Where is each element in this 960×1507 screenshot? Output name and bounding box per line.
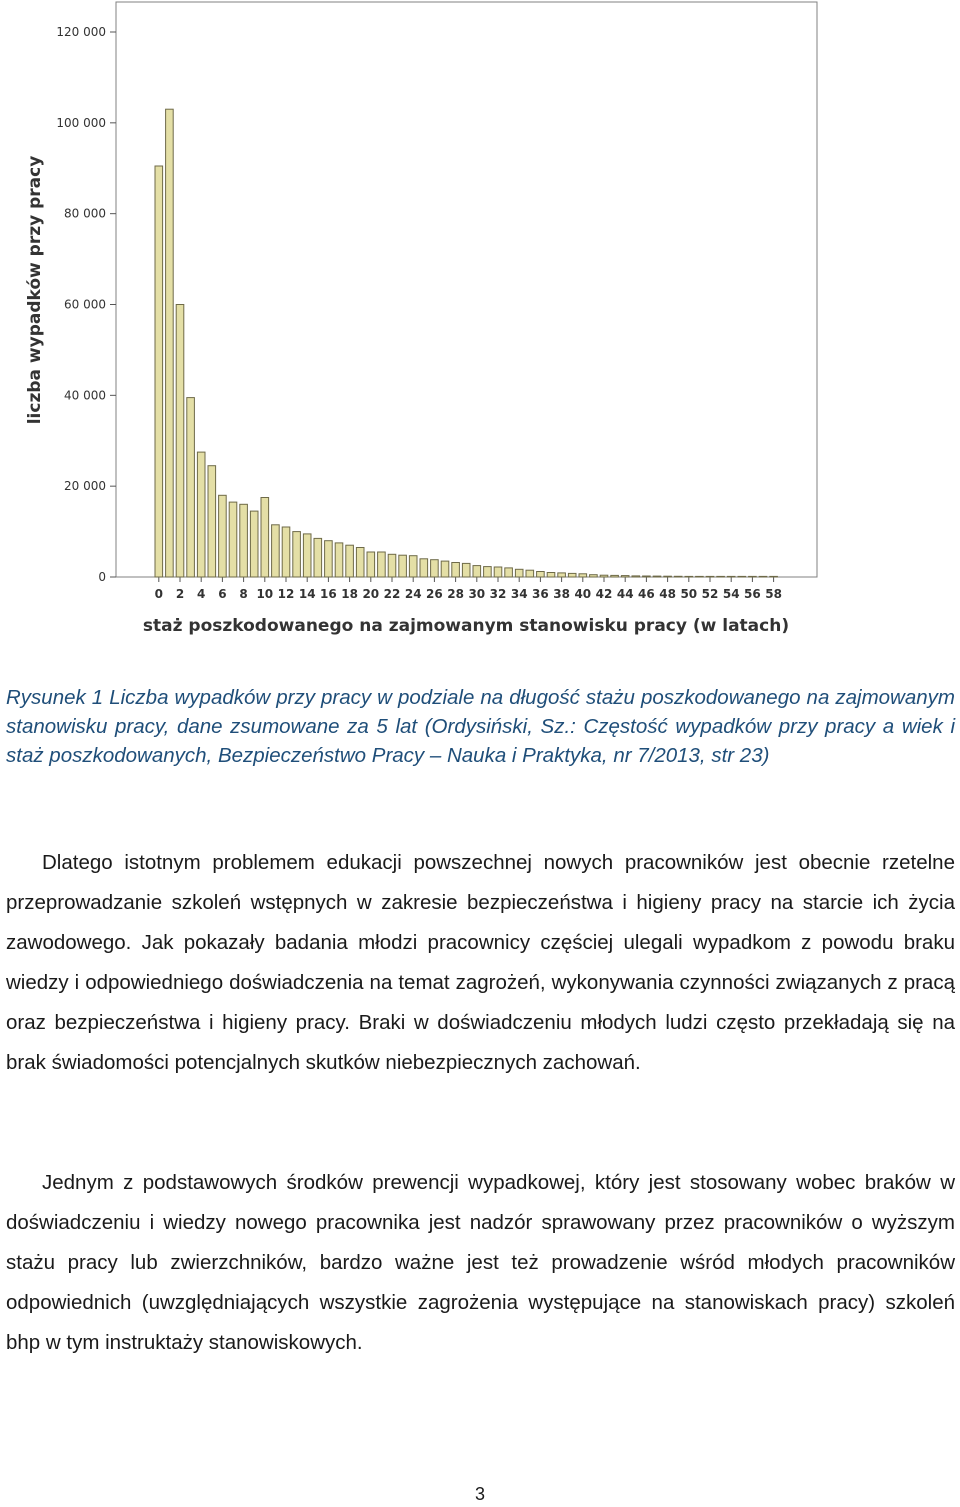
x-tick-label: 0 [154, 587, 163, 601]
bar [473, 566, 481, 577]
bar [696, 576, 704, 577]
page-number: 3 [474, 1484, 485, 1504]
x-tick-label: 14 [298, 587, 316, 601]
x-tick-label: 50 [680, 587, 698, 601]
x-axis [155, 577, 782, 601]
bar [420, 559, 428, 577]
y-tick-label: 0 [98, 570, 106, 584]
x-tick-label: 22 [383, 587, 401, 601]
x-tick-label: 26 [426, 587, 443, 601]
bar [208, 466, 216, 577]
y-tick-label: 20 000 [64, 479, 106, 494]
x-axis-title: staż poszkodowanego na zajmowanym stanowisku pracy (w latach) [142, 616, 790, 636]
bar [611, 575, 619, 577]
body-paragraph-2: Jednym z podstawowych środków prewencji wypadkowej, który jest stosowany wobec braków w doświadczeniu i wiedzy nowego pracownika jest nadzór sprawowany przez pracowników o wyższym stażu pracy lub zwierzchników, bardzo ważne jest też prowadzenie wśród młodych pracowników odpowiednich (uwzględniających wszystkie zagrożenia występujące na stanowiskach pracy) szkoleń bhp w tym instruktaży stanowiskowych. [6, 1171, 955, 1354]
bar [579, 574, 587, 577]
bar [738, 576, 746, 577]
bar [621, 576, 629, 577]
bar [388, 554, 396, 577]
bar [303, 534, 311, 577]
x-tick-label: 34 [510, 587, 528, 601]
bar [240, 504, 248, 577]
y-tick-label: 120 000 [56, 25, 106, 39]
x-tick-label: 30 [468, 587, 486, 601]
bar [727, 576, 735, 577]
x-tick-label: 4 [197, 587, 206, 601]
x-tick-label: 42 [595, 587, 613, 601]
bar [325, 541, 333, 577]
x-tick-label: 36 [532, 587, 549, 601]
bar [706, 576, 714, 577]
x-tick-label: 32 [489, 587, 507, 601]
bar [282, 527, 290, 577]
bar [494, 567, 502, 577]
bar-chart [0, 0, 960, 650]
bar [674, 576, 682, 577]
y-axis [56, 25, 116, 584]
x-tick-label: 48 [659, 587, 676, 601]
bar [261, 498, 269, 578]
bar [452, 563, 460, 578]
x-tick-label: 56 [744, 587, 761, 601]
x-tick-label: 10 [256, 587, 274, 601]
y-tick-label: 60 000 [64, 297, 106, 312]
bar [346, 545, 354, 577]
bar [600, 575, 608, 577]
bar [770, 576, 778, 577]
bar [759, 576, 767, 577]
bar [749, 576, 757, 577]
bar [462, 563, 470, 577]
bar [293, 532, 301, 577]
x-tick-label: 18 [341, 587, 358, 601]
bar [685, 576, 693, 577]
bar [155, 166, 163, 577]
bar [399, 555, 407, 577]
bar [505, 568, 513, 577]
y-tick-label: 80 000 [64, 206, 106, 221]
body-paragraph-1: Dlatego istotnym problemem edukacji powszechnej nowych pracowników jest obecnie rzetelne przeprowadzanie szkoleń wstępnych w zakresie bezpieczeństwa i higieny pracy na starcie ich życia zawodowego. Jak pokazały badania młodzi pracownicy częściej ulegali wypadkom z powodu braku wiedzy i odpowiedniego doświadczenia na temat zagrożeń, wykonywania czynności związanych z pracą oraz bezpieczeństwa i higieny pracy. Braki w doświadczeniu młodych ludzi często przekładają się na brak świadomości potencjalnych skutków niebezpiecznych zachowań. [6, 851, 955, 1074]
bar [441, 561, 449, 577]
bar [197, 452, 205, 577]
bar [219, 495, 227, 577]
bar [568, 573, 576, 577]
x-tick-label: 2 [175, 587, 185, 601]
bar [250, 511, 258, 577]
y-tick-label: 100 000 [56, 115, 106, 130]
x-tick-label: 12 [277, 587, 295, 601]
bar [558, 573, 566, 577]
plot-area [116, 2, 817, 577]
bar [590, 575, 598, 577]
bar [717, 576, 725, 577]
bar [643, 576, 651, 577]
x-tick-label: 44 [616, 587, 634, 601]
bar [166, 109, 174, 577]
bar [356, 548, 364, 578]
bar [431, 560, 439, 577]
x-tick-label: 58 [765, 587, 782, 601]
bar [229, 502, 237, 577]
bar [547, 573, 555, 578]
y-tick-label: 40 000 [64, 388, 106, 403]
x-tick-label: 8 [239, 587, 248, 601]
bar [632, 576, 640, 577]
x-tick-label: 54 [722, 587, 740, 601]
bar [409, 556, 417, 577]
bar [653, 576, 661, 577]
bar [272, 525, 280, 577]
figure-caption: Rysunek 1 Liczba wypadków przy pracy w podziale na długość stażu poszkodowanego na zajmowanym stanowisku pracy, dane zsumowane za 5 lat (Ordysiński, Sz.: Częstość wypadków przy pracy a wiek i staż poszkodowanych, Bezpieczeństwo Pracy – Nauka i Praktyka, nr 7/2013, str 23) [6, 686, 955, 767]
bar [484, 567, 492, 577]
y-axis-title: liczba wypadków przy pracy [25, 155, 45, 425]
bar [537, 572, 545, 578]
x-tick-label: 16 [320, 587, 337, 601]
x-tick-label: 52 [701, 587, 719, 601]
bar [314, 538, 322, 577]
bar [176, 305, 184, 578]
bar [187, 398, 195, 577]
x-tick-label: 6 [218, 587, 227, 601]
x-tick-label: 46 [638, 587, 655, 601]
bar [378, 552, 386, 577]
x-tick-label: 20 [362, 587, 380, 601]
x-tick-label: 24 [404, 587, 422, 601]
bar [367, 552, 375, 577]
bar [664, 576, 672, 577]
x-tick-label: 28 [447, 587, 464, 601]
bar [526, 570, 534, 577]
bar [335, 543, 343, 577]
x-tick-label: 40 [574, 587, 592, 601]
bar [515, 569, 523, 577]
x-tick-label: 38 [553, 587, 570, 601]
